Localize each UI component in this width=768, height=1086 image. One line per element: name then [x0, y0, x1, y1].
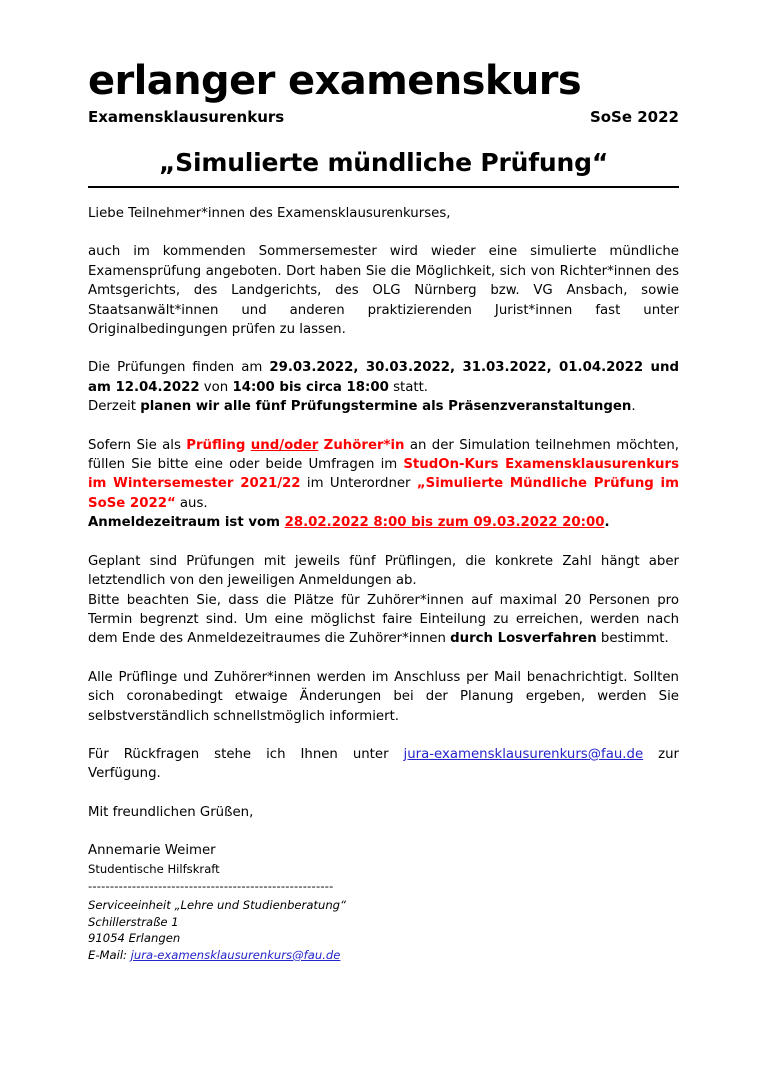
masthead-title: erlanger examenskurs — [88, 58, 582, 104]
registration-period-value: 28.02.2022 8:00 bis zum 09.03.2022 20:00 — [284, 515, 605, 531]
footer-email-link[interactable]: jura-examensklausurenkurs@fau.de — [130, 947, 341, 962]
role-pruefling: Prüfling — [186, 437, 246, 453]
sender-role: Studentische Hilfskraft — [88, 861, 220, 876]
dates-time-range: 14:00 bis circa 18:00 — [232, 379, 389, 395]
address-street: Schillerstraße 1 — [88, 914, 179, 929]
studon-subfolder-name: „Simulierte Mündliche Prüfung im SoSe 2022“ — [88, 476, 679, 511]
address-city: 91054 Erlangen — [88, 931, 181, 946]
sender-name: Annemarie Weimer — [88, 843, 216, 859]
page-title: „Simulierte mündliche Prüfung“ — [158, 148, 609, 177]
registration-seg3: im Unterordner — [300, 476, 417, 492]
contact-email-link[interactable]: jura-examensklausurenkurs@fau.de — [403, 746, 644, 762]
registration-paragraph — [88, 436, 679, 533]
registration-seg4: aus. — [175, 495, 208, 511]
lottery-procedure: durch Losverfahren — [450, 631, 597, 647]
registration-period-tail: . — [604, 515, 610, 531]
presence-tail: . — [631, 399, 636, 415]
contact-after: zur Verfügung. — [88, 746, 679, 782]
capacity-line-1: Geplant sind Prüfungen mit jeweils fünf Prüflingen, die konkrete Zahl hängt aber letztendlich von den jeweiligen Anmeldungen ab. — [88, 553, 679, 589]
registration-seg1: Sofern Sie als — [88, 437, 187, 453]
dates-connector: von — [199, 379, 233, 395]
intro-paragraph: auch im kommenden Sommersemester wird wieder eine simulierte mündliche Examensprüfung angeboten. Dort haben Sie die Möglichkeit, sich von Richter*innen des Amtsgerichts, des Landgerichts, des OLG Nürnberg bzw. VG Ansbach, sowie Staatsanwält*innen und anderen praktizierenden Jurist*innen fast unter Originalbedingungen prüfen zu lassen. — [88, 244, 679, 338]
capacity-line-2-before: Bitte beachten Sie, dass die Plätze für Zuhörer*innen auf maximal 20 Personen pro Termin begrenzt sind. Um eine möglichst faire Einteilung zu erreichen, werden nach dem Ende des Anmeldezeitraumes die Zuhörer*innen — [88, 592, 679, 647]
signature-block — [88, 803, 679, 964]
contact-before: Für Rückfragen stehe ich Ihnen unter — [88, 746, 404, 762]
exam-dates-paragraph — [88, 358, 679, 416]
registration-seg2: an der Simulation teilnehmen möchten, füllen Sie bitte eine oder beide Umfragen im — [88, 437, 679, 473]
closing-greeting: Mit freundlichen Grüßen, — [88, 804, 254, 820]
contact-paragraph — [88, 745, 679, 784]
dates-list: 29.03.2022, 30.03.2022, 31.03.2022, 01.04.2022 und am 12.04.2022 — [88, 360, 679, 395]
footer-email-label: E-Mail: — [88, 947, 131, 962]
subtitle-row — [88, 108, 679, 126]
role-zuhoerer: Zuhörer*in — [323, 437, 405, 453]
role-joiner: und/oder — [250, 437, 319, 453]
signature-divider: -------------------------------------------------------- — [88, 879, 334, 894]
department-name: Serviceeinheit „Lehre und Studienberatung“ — [88, 898, 347, 913]
dates-lead-in: Die Prüfungen finden am — [88, 360, 270, 376]
footer-email-line — [88, 947, 679, 964]
studon-course-name: StudOn-Kurs Examensklausurenkurs im Wintersemester 2021/22 — [88, 457, 679, 492]
semester-label: SoSe 2022 — [589, 108, 679, 126]
course-name-label: Examensklausurenkurs — [88, 108, 285, 126]
dates-tail: statt. — [388, 379, 429, 395]
registration-period-label: Anmeldezeitraum ist vom — [88, 515, 285, 531]
capacity-line-2-after: bestimmt. — [596, 631, 669, 647]
salutation: Liebe Teilnehmer*innen des Examensklausurenkurses, — [88, 206, 451, 221]
presence-lead: Derzeit — [88, 399, 141, 415]
document-body — [88, 204, 679, 963]
capacity-paragraph — [88, 552, 679, 649]
notification-paragraph: Alle Prüflinge und Zuhörer*innen werden im Anschluss per Mail benachrichtigt. Sollten sich coronabedingt etwaige Änderungen bei der Planung ergeben, werden Sie selbstverständlich schnellstmöglich informiert. — [88, 669, 679, 724]
title-divider — [88, 186, 679, 188]
presence-statement: planen wir alle fünf Prüfungstermine als Präsenzveranstaltungen — [140, 399, 632, 415]
